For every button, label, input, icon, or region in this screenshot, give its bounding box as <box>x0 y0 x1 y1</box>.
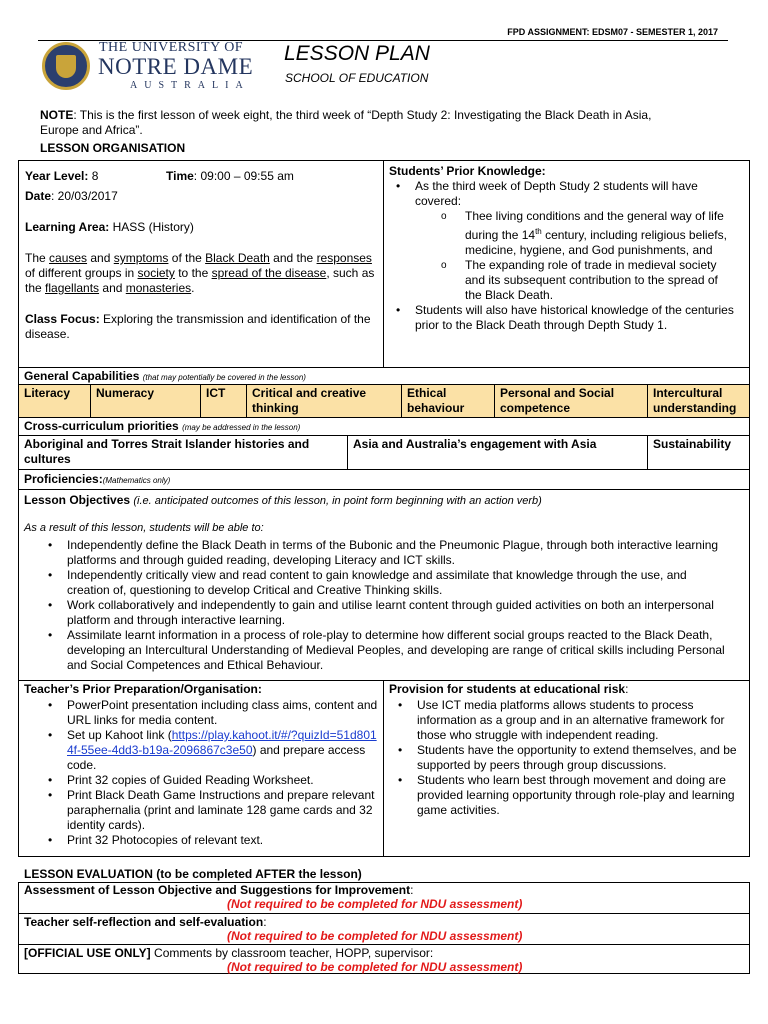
evaluation-box <box>18 882 750 974</box>
cross-curriculum-heading-row: Cross-curriculum priorities (may be addressed in the lesson) <box>18 418 750 436</box>
teacher-prep-heading: Teacher’s Prior Preparation/Organisation: <box>24 682 262 696</box>
general-capabilities-heading-row: General Capabilities (that may potentially be covered in the lesson) <box>18 368 750 385</box>
risk-heading: Provision for students at educational risk: <box>389 682 629 696</box>
teacher-prep-list: • PowerPoint presentation including class aims, content and URL links for media content. • Set up Kahoot link (https://play.kahoot.it/#/?quizId=51d8014f-55ee-4dd3-b19a-2096867c3e50) and prepare access code. • Print 32 copies of Guided Reading Worksheet. • Print Black Death Game Instructions and prepare relevant paraphernalia (print and laminate 128 game cards and 32 identity cards). • Print 32 Photocopies of relevant text. <box>19 698 379 848</box>
prior-knowledge-heading: Students’ Prior Knowledge: <box>389 164 546 178</box>
proficiencies-row: Proficiencies:(Mathematics only) <box>18 470 750 490</box>
lesson-objectives-box <box>18 490 750 681</box>
capability-numeracy: Numeracy <box>91 385 201 417</box>
objective-item: • Independently critically view and read content to gain knowledge and assimilate that knowledge through the use, and creation of, questioning to develop Critical and Creative Thinking skills. <box>19 568 727 598</box>
evaluation-heading: LESSON EVALUATION (to be completed AFTER the lesson) <box>24 867 362 881</box>
university-crest-icon <box>42 42 90 90</box>
time: Time: 09:00 – 09:55 am <box>166 169 294 183</box>
university-name-line1: THE UNIVERSITY OF <box>99 40 244 55</box>
organisation-box <box>18 160 750 368</box>
cross-curriculum-row <box>18 436 750 470</box>
assignment-label: FPD ASSIGNMENT: EDSM07 - SEMESTER 1, 2017 <box>507 27 718 37</box>
preparation-box <box>18 681 750 857</box>
objectives-heading: Lesson Objectives (i.e. anticipated outcomes of this lesson, in point form beginning with an action verb) <box>24 493 542 507</box>
priority-sustainability: Sustainability <box>653 437 732 451</box>
capability-ict: ICT <box>201 385 247 417</box>
capability-intercultural: Intercultural understanding <box>653 386 737 415</box>
year-level: Year Level: 8 <box>25 169 99 183</box>
lesson-organisation-heading: LESSON ORGANISATION <box>40 141 186 155</box>
content-description: The causes and symptoms of the Black Death and the responses of different groups in society to the spread of the disease, such as the flagellants and monasteries. <box>25 251 375 295</box>
general-capabilities-row <box>18 385 750 418</box>
eval-not-required-1: (Not required to be completed for NDU assessment) <box>227 897 523 911</box>
eval-row-assessment: Assessment of Lesson Objective and Suggestions for Improvement: <box>24 883 414 897</box>
date: Date: 20/03/2017 <box>25 189 118 203</box>
priority-aboriginal: Aboriginal and Torres Strait Islander histories and cultures <box>19 436 348 469</box>
eval-row-reflection: Teacher self-reflection and self-evaluation: <box>24 915 267 929</box>
objective-item: • Independently define the Black Death in terms of the Bubonic and the Pneumonic Plague, through both interactive learning platforms and through guided reading, developing Literacy and ICT skills. <box>19 538 727 568</box>
page-subtitle: SCHOOL OF EDUCATION <box>285 71 429 85</box>
learning-area: Learning Area: HASS (History) <box>25 220 194 234</box>
priority-asia: Asia and Australia’s engagement with Asia <box>348 436 648 469</box>
capability-ethical: Ethical behaviour <box>402 385 495 417</box>
capability-personal-social: Personal and Social competence <box>495 385 648 417</box>
prior-knowledge-list: • As the third week of Depth Study 2 students will have covered: o Thee living conditions and the general way of life during the 14th century, including religious beliefs, medicine, hygiene, and God punishments, and o The expanding role of trade in medieval society and its subsequent contribution to the spread of the Black Death. • Students will also have historical knowledge of the centuries prior to the Black Death through Depth Study 1. <box>367 179 737 333</box>
page-title: LESSON PLAN <box>284 42 430 65</box>
objectives-list <box>19 538 727 673</box>
note: NOTE: This is the first lesson of week eight, the third week of “Depth Study 2: Investigating the Black Death in Asia, Europe and Africa”. <box>40 108 652 137</box>
objectives-intro: As a result of this lesson, students will be able to: <box>24 522 264 534</box>
university-name-line2: NOTRE DAME <box>98 54 254 79</box>
eval-not-required-2: (Not required to be completed for NDU assessment) <box>227 929 523 943</box>
objective-item: • Assimilate learnt information in a process of role-play to determine how different social groups reacted to the Black Death, developing an Intercultural Understanding of Medieval Peoples, and developing are range of critical skills including Personal and Social Competences and Ethical Behaviour. <box>19 628 727 673</box>
capability-literacy: Literacy <box>19 385 91 417</box>
eval-row-official: [OFFICIAL USE ONLY] Comments by classroom teacher, HOPP, supervisor: <box>24 946 434 960</box>
university-name-line3: AUSTRALIA <box>130 80 250 91</box>
kahoot-link[interactable]: https://play.kahoot.it/#/?quizId=51d8014f-55ee-4dd3-b19a-2096867c3e50 <box>67 728 377 757</box>
objective-item: • Work collaboratively and independently to gain and utilise learnt content through guided activities on both an interpersonal platform and through interactive learning. <box>19 598 727 628</box>
eval-not-required-3: (Not required to be completed for NDU assessment) <box>227 960 523 974</box>
risk-list: • Use ICT media platforms allows students to process information as a group and in an alternative framework for those who struggle with independent reading. • Students have the opportunity to extend themselves, and be supported by peers through group discussions. • Students who learn best through movement and doing are provided learning opportunity through role-play and learning game activities. <box>369 698 739 818</box>
class-focus: Class Focus: Exploring the transmission and identification of the disease. <box>25 312 371 341</box>
capability-critical-creative: Critical and creative thinking <box>247 385 402 417</box>
